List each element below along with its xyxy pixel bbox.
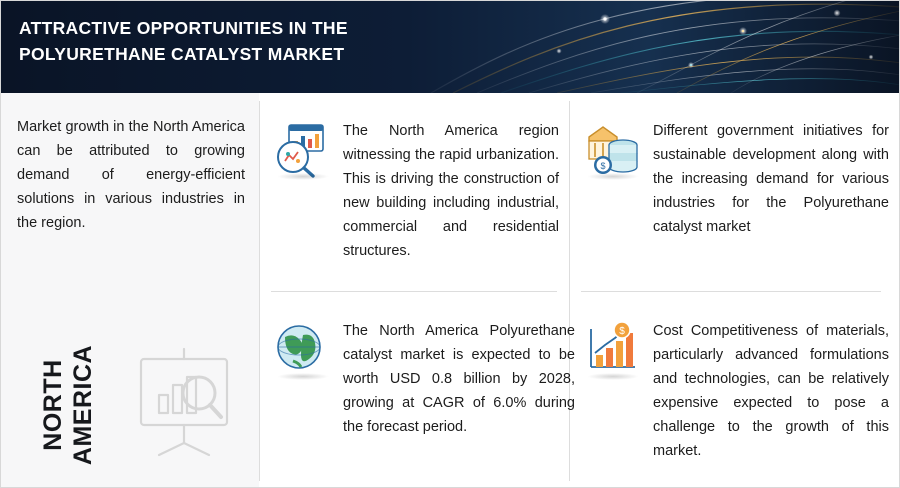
icon-shadow xyxy=(277,173,329,180)
svg-text:$: $ xyxy=(619,326,625,337)
cell-text-market-value: The North America Polyurethane catalyst market is expected to be worth USD 0.8 billion by 2028, growing at CAGR of 6.0% during the forecast period. xyxy=(343,323,575,435)
region-label-line2: AMERICA xyxy=(69,344,97,466)
intro-text: Market growth in the North America can be attributed to growing demand of energy-efficient solutions in various industries in the region. xyxy=(17,119,245,231)
cell-text-cost-competitiveness: Cost Competitiveness of materials, particularly advanced formulations and technologies, can be relatively expensive expected to pose a challenge to the growth of this market. xyxy=(653,323,889,459)
divider-vertical-1 xyxy=(259,101,260,481)
bar-chart-growth-dollar-icon xyxy=(581,321,643,379)
icon-shadow xyxy=(587,173,639,180)
globe-world-icon xyxy=(271,321,333,379)
svg-text:$: $ xyxy=(600,161,606,171)
region-label-line1: NORTH xyxy=(39,359,67,451)
content-area xyxy=(1,93,900,488)
cell-text-urbanization: The North America region witnessing the rapid urbanization. This is driving the construction of new building including industrial, commercial and residential structures. xyxy=(343,123,559,259)
icon-shadow xyxy=(587,373,639,380)
icon-shadow xyxy=(277,373,329,380)
data-analysis-search-icon xyxy=(271,121,333,179)
region-label xyxy=(11,313,121,483)
money-coins-bank-icon xyxy=(581,121,643,179)
divider-horizontal-1 xyxy=(271,291,557,292)
header-banner xyxy=(1,1,900,93)
cell-text-government-initiatives: Different government initiatives for sustainable development along with the increasing demand for various industries for the Polyurethane catalyst market xyxy=(653,123,889,235)
presentation-chart-magnifier-icon xyxy=(129,343,239,463)
page-title: ATTRACTIVE OPPORTUNITIES IN THE POLYURETHANE CATALYST MARKET xyxy=(19,18,348,64)
divider-horizontal-2 xyxy=(581,291,881,292)
